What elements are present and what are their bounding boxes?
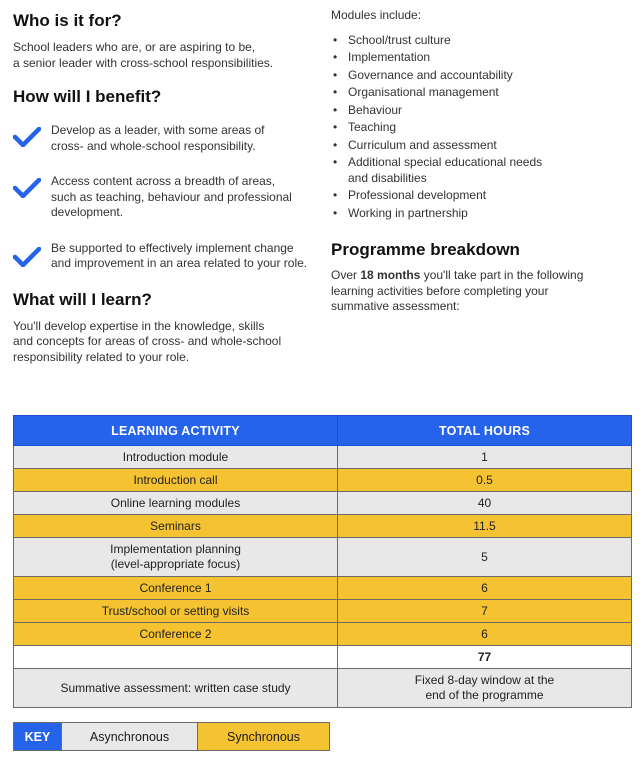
list-item: • Implementation <box>331 49 631 67</box>
checkmark-icon <box>13 127 41 147</box>
left-column <box>13 8 313 365</box>
hours-cell: 0.5 <box>338 469 632 492</box>
list-item: • Governance and accountability <box>331 67 631 85</box>
activity-cell: Introduction module <box>14 446 338 469</box>
hours-cell: 40 <box>338 492 632 515</box>
learn-text: You'll develop expertise in the knowledge, skills and concepts for areas of cross- and whole-school responsibility related to your role. <box>13 318 282 364</box>
activity-cell: Seminars <box>14 515 338 538</box>
table-row <box>14 538 632 577</box>
modules-intro: Modules include: <box>331 8 422 22</box>
hours-cell: 6 <box>338 577 632 600</box>
hours-cell: 6 <box>338 623 632 646</box>
benefit-text: Access content across a breadth of areas, such as teaching, behaviour and professional development. <box>51 174 292 219</box>
activity-cell: Introduction call <box>14 469 338 492</box>
modules-list <box>331 32 631 223</box>
benefit-item <box>13 123 313 154</box>
activity-cell: Summative assessment: written case study <box>14 669 338 708</box>
list-item: • Working in partnership <box>331 205 631 223</box>
activity-cell: Online learning modules <box>14 492 338 515</box>
list-item: • Curriculum and assessment <box>331 137 631 155</box>
benefit-title: How will I benefit? <box>13 87 162 106</box>
table-row <box>14 469 632 492</box>
learning-activity-table <box>13 415 632 708</box>
activity-cell: Implementation planning (level-appropriate focus) <box>14 538 338 577</box>
learn-title: What will I learn? <box>13 289 152 309</box>
list-item: • School/trust culture <box>331 32 631 50</box>
hours-cell: 11.5 <box>338 515 632 538</box>
benefit-text: Be supported to effectively implement change and improvement in an area related to your role. <box>51 240 308 270</box>
right-column <box>331 8 631 315</box>
hours-cell: Fixed 8-day window at the end of the programme <box>338 669 632 708</box>
hours-cell: 1 <box>338 446 632 469</box>
hours-cell: 5 <box>338 538 632 577</box>
list-item: • Professional development <box>331 187 631 205</box>
header-total-hours: TOTAL HOURS <box>338 416 632 446</box>
benefit-item <box>13 174 313 221</box>
benefit-item <box>13 241 313 272</box>
key-asynchronous: Asynchronous <box>61 723 197 750</box>
breakdown-text-end: you'll take part in the following learning activities before completing your summative assessment: <box>331 268 584 313</box>
list-item: • Behaviour <box>331 102 631 120</box>
header-learning-activity: LEARNING ACTIVITY <box>14 416 338 446</box>
key-label: KEY <box>14 723 61 750</box>
breakdown-duration: 18 months <box>360 268 421 282</box>
list-item: • Organisational management <box>331 84 631 102</box>
activity-cell: Trust/school or setting visits <box>14 600 338 623</box>
table-row <box>14 515 632 538</box>
table-header-row <box>14 416 632 446</box>
list-item: • Teaching <box>331 119 631 137</box>
total-label-cell <box>14 646 338 669</box>
breakdown-title: Programme breakdown <box>331 240 520 259</box>
hours-cell: 7 <box>338 600 632 623</box>
key-synchronous: Synchronous <box>197 723 329 750</box>
who-title: Who is it for? <box>13 11 122 30</box>
breakdown-text <box>331 268 631 315</box>
table-row <box>14 577 632 600</box>
activity-cell: Conference 1 <box>14 577 338 600</box>
checkmark-icon <box>13 178 41 198</box>
breakdown-text-start: Over <box>331 268 361 282</box>
legend-key <box>13 722 330 751</box>
total-row <box>14 646 632 669</box>
table-row <box>14 492 632 515</box>
total-hours-cell: 77 <box>338 646 632 669</box>
list-item: • Additional special educational needs and disabilities <box>331 154 631 186</box>
benefit-text: Develop as a leader, with some areas of cross- and whole-school responsibility. <box>51 123 265 153</box>
who-text: School leaders who are, or are aspiring to be, a senior leader with cross-school responsibilities. <box>13 40 274 70</box>
summative-row <box>14 669 632 708</box>
checkmark-icon <box>13 247 41 267</box>
table-row <box>14 446 632 469</box>
table-row <box>14 600 632 623</box>
table-row <box>14 623 632 646</box>
activity-cell: Conference 2 <box>14 623 338 646</box>
